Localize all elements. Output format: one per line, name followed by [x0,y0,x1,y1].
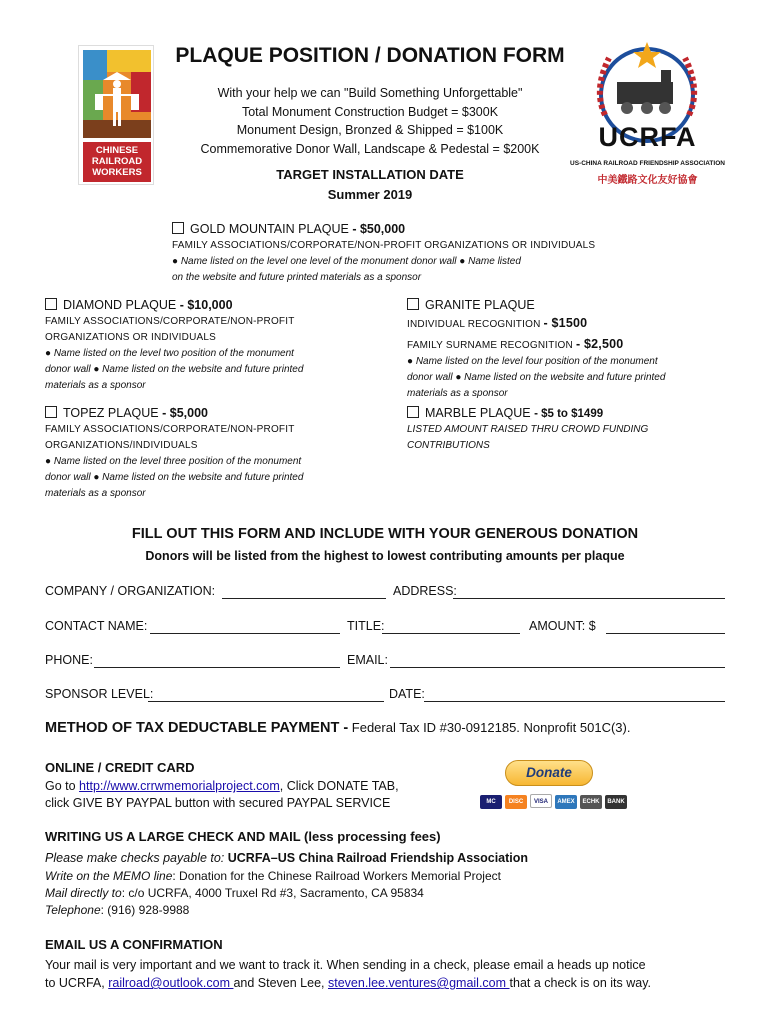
target-label: TARGET INSTALLATION DATE [276,167,464,182]
paypal-donate-button[interactable]: Donate [505,760,593,786]
topez-plaque-category-1: FAMILY ASSOCIATIONS/CORPORATE/NON-PROFIT [45,424,295,435]
gold-plaque-price: - $50,000 [352,222,406,236]
tax-id-text: Federal Tax ID #30-0912185. Nonprofit 501C(3). [348,720,631,735]
amex-icon: AMEX [555,795,577,809]
chinese-railroad-workers-logo [78,45,154,185]
date-label: DATE: [389,687,425,701]
mailing-details [45,868,501,919]
amount-label: AMOUNT: $ [529,619,596,633]
gold-plaque-option [172,222,612,286]
payment-method-label: METHOD OF TAX DEDUCTABLE PAYMENT - [45,720,349,736]
title-label: TITLE: [347,619,385,633]
granite-family-label: FAMILY SURNAME RECOGNITION [407,340,573,351]
logo-line-1: CHINESE [95,145,139,156]
telephone-label: Telephone [45,903,101,917]
email-instructions [45,956,735,992]
marble-plaque-name: MARBLE PLAQUE [425,406,531,420]
donation-website-link[interactable]: http://www.crrwmemorialproject.com [79,779,280,793]
marble-plaque-price: - $5 to $1499 [534,408,604,420]
memo-text: : Donation for the Chinese Railroad Workers Memorial Project [172,869,501,883]
bank-icon: BANK [605,795,627,809]
contact-name-label: CONTACT NAME: [45,619,148,633]
granite-plaque-name: GRANITE PLAQUE [425,298,535,312]
diamond-plaque-desc-3: materials as a sponsor [45,380,146,391]
granite-plaque-option [407,298,737,402]
marble-plaque-desc-1: LISTED AMOUNT RAISED THRU CROWD FUNDING [407,424,649,435]
topez-plaque-category-2: ORGANIZATIONS/INDIVIDUALS [45,440,198,451]
granite-plaque-desc-1: ● Name listed on the level four position of the monument [407,356,658,367]
topez-plaque-price: - $5,000 [162,406,208,420]
discover-card-icon: DISC [505,795,527,809]
granite-plaque-desc-3: materials as a sponsor [407,388,508,399]
company-label: COMPANY / ORGANIZATION: [45,584,216,598]
contact-name-field[interactable] [150,633,340,634]
gold-plaque-category: FAMILY ASSOCIATIONS/CORPORATE/NON-PROFIT ORGANIZATIONS OR INDIVIDUALS [172,240,596,251]
topez-plaque-desc-2: donor wall ● Name listed on the website and future printed [45,472,304,483]
online-pre-text: Go to [45,779,80,793]
email-line-2-pre: to UCRFA, [45,976,109,990]
diamond-plaque-checkbox[interactable] [45,298,57,310]
intro-line-3: Monument Design, Bronzed & Shipped = $100K [236,123,504,137]
online-instructions [45,778,399,812]
diamond-plaque-category-1: FAMILY ASSOCIATIONS/CORPORATE/NON-PROFIT [45,316,295,327]
railroad-email-link[interactable]: railroad@outlook.com [108,976,234,990]
granite-individual-price: - $1500 [543,316,588,330]
marble-plaque-option [407,406,737,454]
topez-plaque-name: TOPEZ PLAQUE [63,406,159,420]
online-post-text: , Click DONATE TAB, [279,779,399,793]
online-line-2: click GIVE BY PAYPAL button with secured PAYPAL SERVICE [45,796,391,810]
diamond-plaque-price: - $10,000 [179,298,233,312]
email-line-2-post: that a check is on its way. [509,976,652,990]
ucrfa-logo [565,40,730,190]
diamond-plaque-desc-1: ● Name listed on the level two position of the monument [45,348,294,359]
granite-family-price: - $2,500 [575,337,624,351]
gold-plaque-desc-2: on the website and future printed materials as a sponsor [172,272,422,283]
address-label: ADDRESS: [393,584,457,598]
mail-label: Mail directly to [45,886,122,900]
address-field[interactable] [453,598,725,599]
amount-field[interactable] [606,633,725,634]
marble-plaque-desc-2: CONTRIBUTIONS [407,440,490,451]
title-field[interactable] [382,633,520,634]
topez-plaque-desc-1: ● Name listed on the level three position of the monument [45,456,302,467]
telephone-text: : (916) 928-9988 [100,903,190,917]
diamond-plaque-category-2: ORGANIZATIONS OR INDIVIDUALS [45,332,216,343]
email-line-2-mid: and Steven Lee, [233,976,328,990]
check-heading: WRITING US A LARGE CHECK AND MAIL (less processing fees) [45,829,441,844]
memo-label: Write on the MEMO line [45,869,173,883]
email-line-1: Your mail is very important and we want to track it. When sending in a check, please email a heads up notice [45,958,646,972]
gold-plaque-checkbox[interactable] [172,222,184,234]
sponsor-level-field[interactable] [148,701,384,702]
ucrfa-full-name: US-CHINA RAILROAD FRIENDSHIP ASSOCIATION [570,160,725,167]
payable-label: Please make checks payable to: [45,851,228,865]
granite-individual-label: INDIVIDUAL RECOGNITION [407,319,541,330]
topez-plaque-desc-3: materials as a sponsor [45,488,146,499]
payment-method-heading [45,720,630,736]
payable-line [45,849,528,867]
online-heading: ONLINE / CREDIT CARD [45,760,195,775]
gold-plaque-name: GOLD MOUNTAIN PLAQUE [190,222,349,236]
form-title: FILL OUT THIS FORM AND INCLUDE WITH YOUR GENEROUS DONATION [131,526,639,542]
mail-text: : c/o UCRFA, 4000 Truxel Rd #3, Sacramento, CA 95834 [121,886,424,900]
gold-plaque-desc-1: ● Name listed on the level one level of the monument donor wall ● Name listed [172,256,521,267]
form-subtitle: Donors will be listed from the highest to lowest contributing amounts per plaque [145,549,625,563]
page-title: PLAQUE POSITION / DONATION FORM [175,44,565,67]
logo-text [83,142,151,182]
email-field[interactable] [390,667,725,668]
sponsor-level-label: SPONSOR LEVEL: [45,687,154,701]
email-heading: EMAIL US A CONFIRMATION [45,937,223,952]
ucrfa-acronym: UCRFA [598,122,697,152]
topez-plaque-checkbox[interactable] [45,406,57,418]
payment-card-icons [480,790,630,809]
logo-line-3: WORKERS [92,167,142,178]
logo-line-2: RAILROAD [91,156,143,167]
intro-text [160,84,580,158]
steven-lee-email-link[interactable]: steven.lee.ventures@gmail.com [328,976,510,990]
intro-line-2: Total Monument Construction Budget = $300K [241,104,499,119]
diamond-plaque-option [45,298,375,394]
railroad-worker-artwork [83,50,151,138]
company-field[interactable] [222,598,386,599]
marble-plaque-checkbox[interactable] [407,406,419,418]
phone-label: PHONE: [45,653,93,667]
topez-plaque-option [45,406,375,502]
email-label: EMAIL: [347,653,388,667]
date-field[interactable] [424,701,725,702]
visa-icon: VISA [530,794,552,808]
mastercard-icon: MC [480,795,502,809]
target-date: Summer 2019 [327,187,413,202]
granite-plaque-desc-2: donor wall ● Name listed on the website and future printed [407,372,666,383]
phone-field[interactable] [94,667,340,668]
diamond-plaque-name: DIAMOND PLAQUE [63,298,177,312]
intro-line-1: With your help we can "Build Something Unforgettable" [217,86,523,100]
target-installation [160,165,580,205]
echeck-icon: ECHK [580,795,602,809]
intro-line-4: Commemorative Donor Wall, Landscape & Pedestal = $200K [200,141,540,156]
diamond-plaque-desc-2: donor wall ● Name listed on the website and future printed [45,364,304,375]
ucrfa-chinese-name: 中美鐵路文化友好協會 [597,175,698,186]
granite-plaque-checkbox[interactable] [407,298,419,310]
payable-name: UCRFA–US China Railroad Friendship Association [227,851,529,865]
